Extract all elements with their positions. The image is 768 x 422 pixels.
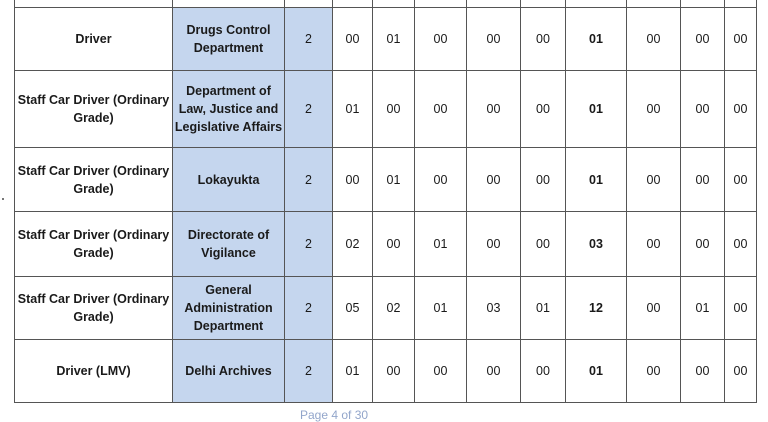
count-cell: 00 [627,71,681,148]
total-cell: 12 [566,277,627,340]
count-cell: 00 [725,212,757,277]
count-cell: 00 [333,8,373,71]
count-cell: 00 [467,8,521,71]
count-cell: 00 [681,212,725,277]
count-cell: 00 [521,8,566,71]
table-row [15,212,757,277]
total-cell: 03 [566,212,627,277]
count-cell: 00 [373,340,415,403]
count-cell: 00 [467,148,521,212]
table-row [15,340,757,403]
count-cell: 00 [521,148,566,212]
group-cell: 2 [285,277,333,340]
count-cell: 00 [681,71,725,148]
count-cell: 00 [467,340,521,403]
count-cell: 00 [627,277,681,340]
total-cell: 01 [566,8,627,71]
count-cell: 01 [415,277,467,340]
group-cell: 2 [285,340,333,403]
page-footer: Page 4 of 30 [300,408,369,422]
count-cell: 00 [627,212,681,277]
department-cell: Directorate of Vigilance [173,212,285,277]
count-cell: 00 [627,340,681,403]
post-name-cell: Staff Car Driver (Ordinary Grade) [15,71,173,148]
count-cell: 00 [725,277,757,340]
count-cell: 00 [467,71,521,148]
count-cell: 01 [333,71,373,148]
count-cell: 00 [373,212,415,277]
margin-mark [2,198,4,200]
total-cell: 01 [566,340,627,403]
post-name-cell: Staff Car Driver (Ordinary Grade) [15,277,173,340]
count-cell: 00 [415,340,467,403]
table-row [15,71,757,148]
count-cell: 00 [725,148,757,212]
count-cell: 00 [681,148,725,212]
total-cell: 01 [566,71,627,148]
count-cell: 05 [333,277,373,340]
post-name-cell: Driver [15,8,173,71]
count-cell: 00 [467,212,521,277]
department-cell: Lokayukta [173,148,285,212]
post-name-cell: Staff Car Driver (Ordinary Grade) [15,212,173,277]
count-cell: 00 [725,71,757,148]
count-cell: 01 [333,340,373,403]
count-cell: 01 [521,277,566,340]
count-cell: 01 [373,148,415,212]
count-cell: 00 [521,340,566,403]
count-cell: 00 [627,8,681,71]
count-cell: 00 [373,71,415,148]
group-cell: 2 [285,8,333,71]
department-cell: Delhi Archives [173,340,285,403]
department-cell: Drugs Control Department [173,8,285,71]
count-cell: 01 [681,277,725,340]
count-cell: 02 [373,277,415,340]
table-row [15,8,757,71]
count-cell: 00 [627,148,681,212]
count-cell: 00 [415,148,467,212]
count-cell: 00 [681,8,725,71]
count-cell: 00 [415,8,467,71]
group-cell: 2 [285,212,333,277]
vacancy-table [14,7,757,403]
count-cell: 00 [333,148,373,212]
department-cell: Department of Law, Justice and Legislative Affairs [173,71,285,148]
count-cell: 00 [521,71,566,148]
department-cell: General Administration Department [173,277,285,340]
count-cell: 00 [521,212,566,277]
count-cell: 00 [725,340,757,403]
count-cell: 01 [373,8,415,71]
count-cell: 01 [415,212,467,277]
group-cell: 2 [285,71,333,148]
count-cell: 00 [725,8,757,71]
table-row [15,148,757,212]
count-cell: 03 [467,277,521,340]
post-name-cell: Staff Car Driver (Ordinary Grade) [15,148,173,212]
total-cell: 01 [566,148,627,212]
table-row [15,277,757,340]
count-cell: 02 [333,212,373,277]
count-cell: 00 [681,340,725,403]
post-name-cell: Driver (LMV) [15,340,173,403]
group-cell: 2 [285,148,333,212]
count-cell: 00 [415,71,467,148]
